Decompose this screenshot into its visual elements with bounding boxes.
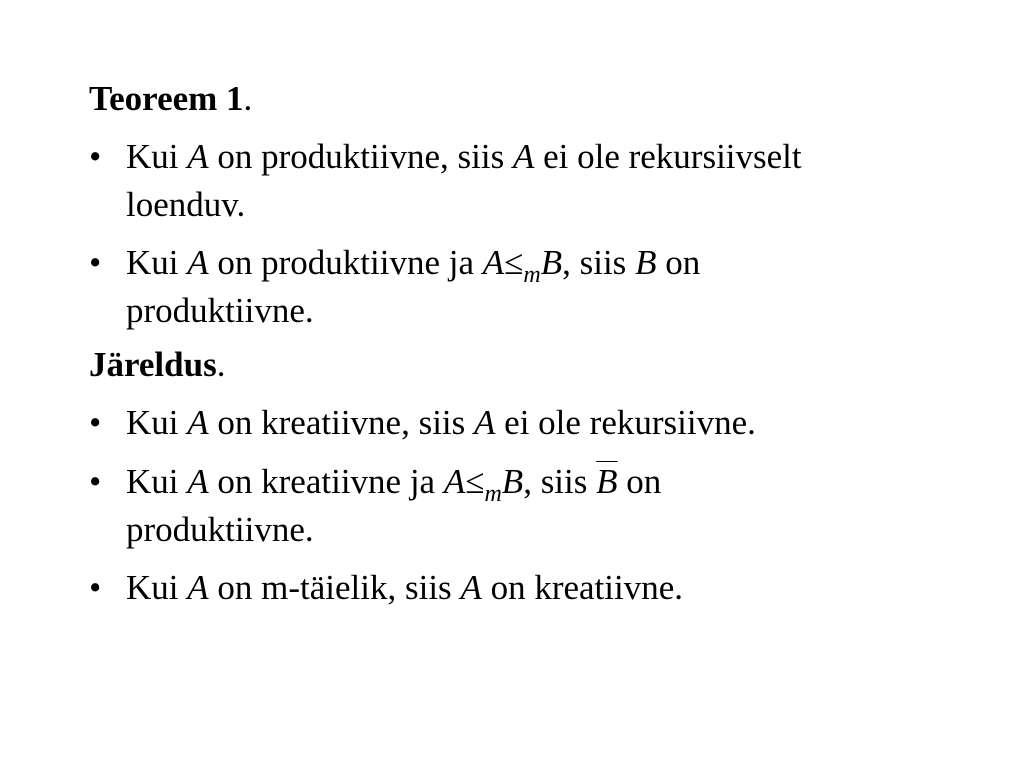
word-kui: Kui xyxy=(126,137,179,176)
subscript-m: m xyxy=(484,481,502,507)
word-kui: Kui xyxy=(126,462,179,501)
corollary-bullet-2 xyxy=(89,458,929,554)
corollary-bullet-1 xyxy=(89,399,929,447)
text-segment: produktiivne. xyxy=(126,291,314,330)
text-segment: on kreatiivne, siis xyxy=(217,403,466,442)
subscript-m: m xyxy=(523,262,541,288)
text-segment: ei ole rekursiivne. xyxy=(504,403,756,442)
corollary-bullet-1-text xyxy=(89,399,929,447)
text-segment: , siis xyxy=(562,243,627,282)
corollary-title-period: . xyxy=(216,345,226,384)
var-a: A xyxy=(187,403,209,442)
theorem-bullet-2-text xyxy=(89,239,929,335)
bullet-dot: • xyxy=(89,243,102,282)
var-a: A xyxy=(460,568,482,607)
var-b-complement: $\overline{B}$ xyxy=(596,462,618,501)
theorem-title: Teoreem 1 xyxy=(89,79,244,118)
var-a: A xyxy=(443,462,466,501)
corollary-bullet-2-text xyxy=(89,458,929,554)
var-a: A xyxy=(187,137,209,176)
theorem-bullet-1-text xyxy=(89,133,929,229)
text-segment: on kreatiivne. xyxy=(490,568,684,607)
corollary-bullet-3-text xyxy=(89,564,929,612)
corollary-heading xyxy=(89,341,225,389)
text-segment: ei ole rekursiivselt xyxy=(543,137,802,176)
var-a: A xyxy=(187,462,209,501)
text-segment: on produktiivne, siis xyxy=(217,137,505,176)
text-segment: on produktiivne ja xyxy=(217,243,475,282)
bullet-dot: • xyxy=(89,403,102,442)
word-kui: Kui xyxy=(126,403,179,442)
text-segment: produktiivne. xyxy=(126,510,314,549)
leq-symbol: ≤ xyxy=(504,243,524,282)
text-segment: on xyxy=(665,243,701,282)
theorem-title-period: . xyxy=(243,79,253,118)
var-a: A xyxy=(187,568,209,607)
text-segment: on m-täielik, siis xyxy=(217,568,452,607)
var-a: A xyxy=(512,137,535,176)
var-a: A xyxy=(474,403,496,442)
theorem-heading xyxy=(89,75,252,123)
word-kui: Kui xyxy=(126,243,179,282)
theorem-bullet-1 xyxy=(89,133,929,229)
var-a: A xyxy=(482,243,505,282)
text-segment: on kreatiivne ja xyxy=(217,462,436,501)
corollary-bullet-3 xyxy=(89,564,929,612)
var-a: A xyxy=(187,243,209,282)
corollary-title: Järeldus xyxy=(89,345,217,384)
text-segment: loenduv. xyxy=(126,185,246,224)
text-segment: , siis xyxy=(523,462,588,501)
var-b: B xyxy=(635,243,657,282)
bullet-dot: • xyxy=(89,137,102,176)
bullet-dot: • xyxy=(89,462,102,501)
text-segment: on xyxy=(626,462,662,501)
word-kui: Kui xyxy=(126,568,179,607)
leq-symbol: ≤ xyxy=(465,462,485,501)
theorem-bullet-2 xyxy=(89,239,929,335)
var-b: B xyxy=(540,243,563,282)
var-b: B xyxy=(501,462,524,501)
bullet-dot: • xyxy=(89,568,102,607)
